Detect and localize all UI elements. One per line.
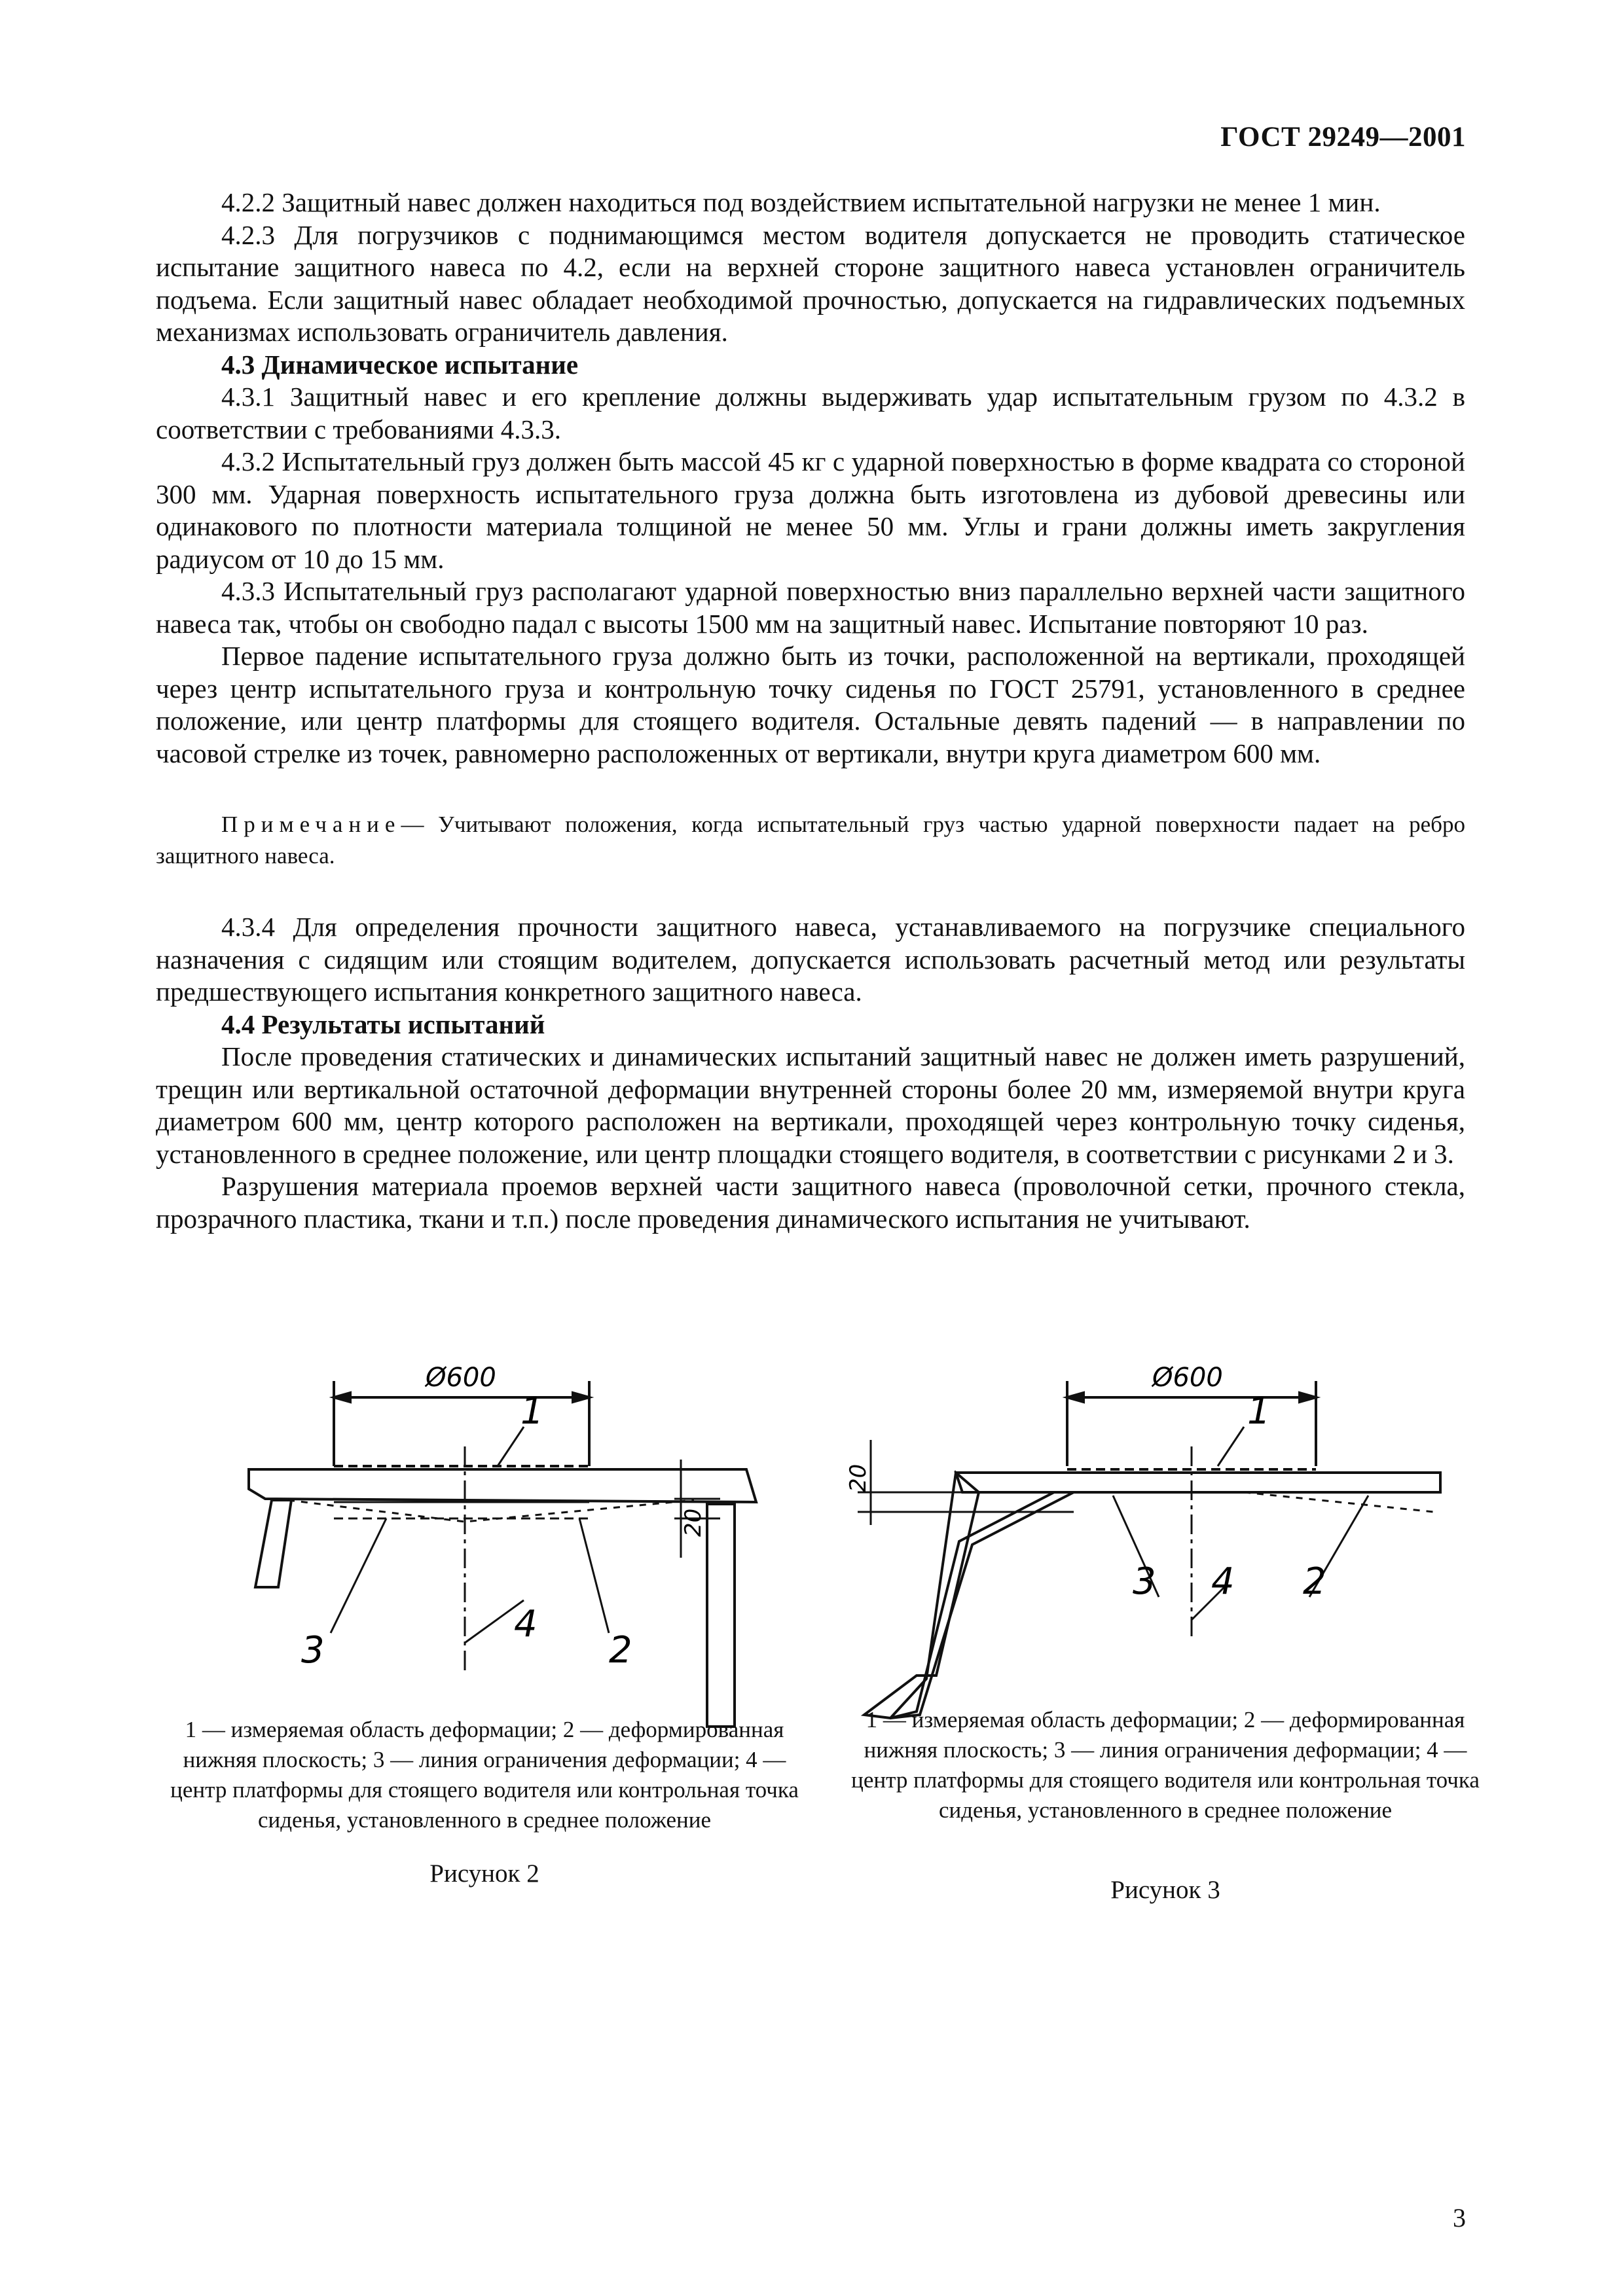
figure-2-diameter-label: Ø600 bbox=[426, 1363, 496, 1393]
figure-3-height-label: 20 bbox=[845, 1463, 871, 1492]
figure-2 bbox=[157, 1361, 825, 1888]
paragraph-4-3-4: 4.3.4 Для определения прочности защитного навеса, устанавливаемого на погрузчике специального назначения с сидящим или стоящим водителем, допускается использовать расчетный метод или результаты предшествующего испытания конкретного защитного навеса. bbox=[156, 912, 1465, 1007]
figure-2-callout-2: 2 bbox=[609, 1629, 632, 1672]
figure-3-drawing bbox=[845, 1361, 1493, 1728]
figure-2-callout-4: 4 bbox=[514, 1603, 538, 1645]
figure-3 bbox=[845, 1361, 1493, 1904]
note-text: — Учитывают положения, когда испытательный груз частью ударной поверхности падает на ребро защитного навеса. bbox=[156, 812, 1465, 869]
figure-2-callout-1: 1 bbox=[520, 1390, 544, 1433]
paragraph-4-2-2: 4.2.2 Защитный навес должен находиться под воздействием испытательной нагрузки не менее 1 мин. bbox=[221, 187, 1381, 217]
page-number: 3 bbox=[1453, 2203, 1466, 2233]
heading-4-4: 4.4 Результаты испытаний bbox=[221, 1009, 545, 1039]
figure-2-height-label: 20 bbox=[680, 1508, 706, 1537]
figure-3-callout-2: 2 bbox=[1303, 1560, 1326, 1603]
document-number: ГОСТ 29249—2001 bbox=[1220, 122, 1466, 152]
figure-3-callout-4: 4 bbox=[1211, 1560, 1235, 1603]
figure-2-drawing bbox=[157, 1361, 825, 1728]
figure-3-diameter-label: Ø600 bbox=[1152, 1363, 1223, 1393]
figure-3-caption: 1 — измеряемая область деформации; 2 — деформированная нижняя плоскость; 3 — линия ограничения деформации; 4 — центр платформы для стоящего водителя или контрольная точка сиденья, установленного в среднее положение bbox=[851, 1707, 1480, 1823]
body-text bbox=[156, 187, 1465, 1235]
paragraph-4-3-3-continued: Первое падение испытательного груза должно быть из точки, расположенной на вертикали, проходящей через центр испытательного груза и контрольную точку сиденья по ГОСТ 25791, установленного в среднее положение, или центр платформы для стоящего водителя. Остальные девять падений — в направлении по часовой стрелке из точек, равномерно расположенных от вертикали, внутри круга диаметром 600 мм. bbox=[156, 641, 1465, 768]
paragraph-4-2-3: 4.2.3 Для погрузчиков с поднимающимся местом водителя допускается не проводить статическое испытание защитного навеса по 4.2, если на верхней стороне защитного навеса установлен ограничитель подъема. Если защитный навес обладает необходимой прочностью, допускается на гидравлических подъемных механизмах использовать ограничитель давления. bbox=[156, 219, 1465, 347]
paragraph-4-3-1: 4.3.1 Защитный навес и его крепление должны выдерживать удар испытательным грузом по 4.3.2 в соответствии с требованиями 4.3.3. bbox=[156, 382, 1465, 444]
figure-2-caption: 1 — измеряемая область деформации; 2 — деформированная нижняя плоскость; 3 — линия ограничения деформации; 4 — центр платформы для стоящего водителя или контрольная точка сиденья, установленного в среднее положение bbox=[170, 1717, 799, 1833]
figure-2-callout-3: 3 bbox=[301, 1629, 325, 1672]
paragraph-4-3-2: 4.3.2 Испытательный груз должен быть массой 45 кг с ударной поверхностью в форме квадрата со стороной 300 мм. Ударная поверхность испытательного груза должна быть изготовлена из дубовой древесины или одинакового по плотности материала толщиной не менее 50 мм. Углы и грани должны иметь закругления радиусом от 10 до 15 мм. bbox=[156, 446, 1465, 574]
paragraph-4-3-3: 4.3.3 Испытательный груз располагают ударной поверхностью вниз параллельно верхней части защитного навеса так, чтобы он свободно падал с высоты 1500 мм на защитный навес. Испытание повторяют 10 раз. bbox=[156, 576, 1465, 639]
heading-4-3: 4.3 Динамическое испытание bbox=[221, 349, 579, 380]
note-label: Примечание bbox=[221, 812, 401, 837]
paragraph-4-4-a: После проведения статических и динамических испытаний защитный навес не должен иметь разрушений, трещин или вертикальной остаточной деформации внутренней стороны более 20 мм, измеряемой внутри круга диаметром 600 мм, центр которого расположен на вертикали, проходящей через контрольную точку сиденья, установленного в среднее положение, или центр площадки стоящего водителя, в соответствии с рисунками 2 и 3. bbox=[156, 1041, 1465, 1169]
figure-3-callout-1: 1 bbox=[1247, 1390, 1271, 1433]
figure-3-label: Рисунок 3 bbox=[1110, 1876, 1220, 1904]
figure-3-callout-3: 3 bbox=[1133, 1560, 1156, 1603]
figure-2-label: Рисунок 2 bbox=[429, 1859, 539, 1888]
note bbox=[156, 809, 1465, 872]
paragraph-4-4-b: Разрушения материала проемов верхней части защитного навеса (проволочной сетки, прочного стекла, прозрачного пластика, ткани и т.п.) после проведения динамического испытания не учитывают. bbox=[156, 1171, 1465, 1234]
